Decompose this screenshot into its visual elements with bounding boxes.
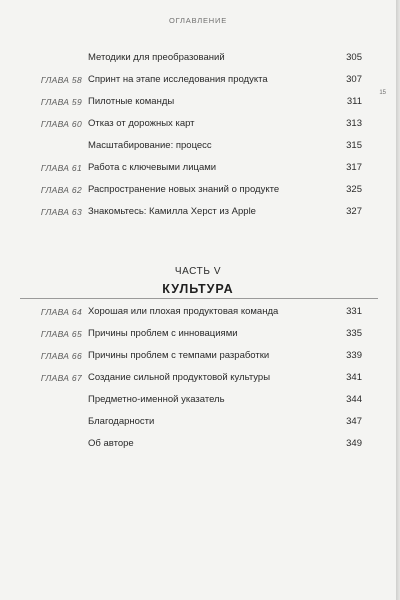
entry-page-number: 313 <box>346 118 362 129</box>
toc-entry <box>0 305 396 319</box>
entry-page-number: 344 <box>346 394 362 405</box>
chapter-label: ГЛАВА 64 <box>40 307 82 317</box>
chapter-label: ГЛАВА 62 <box>40 185 82 195</box>
entry-page-number: 347 <box>346 416 362 427</box>
entry-page-number: 305 <box>346 52 362 63</box>
entry-page-number: 307 <box>346 74 362 85</box>
toc-entry <box>0 205 396 219</box>
part-label: ЧАСТЬ V <box>174 266 222 277</box>
chapter-label: ГЛАВА 61 <box>40 163 82 173</box>
toc-entry <box>0 73 396 87</box>
page-number: 15 <box>379 90 386 96</box>
toc-entry <box>0 393 396 407</box>
toc-entry <box>0 161 396 175</box>
toc-entry <box>0 327 396 341</box>
toc-entry <box>0 371 396 385</box>
entry-title: Методики для преобразований <box>88 52 225 63</box>
entry-title: Причины проблем с темпами разработки <box>88 350 270 361</box>
chapter-label: ГЛАВА 58 <box>40 75 82 85</box>
entry-title: Отказ от дорожных карт <box>88 118 195 129</box>
toc-entry <box>0 117 396 131</box>
entry-page-number: 331 <box>346 306 362 317</box>
entry-page-number: 327 <box>346 206 362 217</box>
chapter-label: ГЛАВА 65 <box>40 329 82 339</box>
toc-entry <box>0 437 396 451</box>
entry-page-number: 339 <box>346 350 362 361</box>
entry-title: Работа с ключевыми лицами <box>88 162 217 173</box>
running-header: ОГЛАВЛЕНИЕ <box>168 16 228 25</box>
entry-title: Об авторе <box>88 438 134 449</box>
chapter-label: ГЛАВА 63 <box>40 207 82 217</box>
chapter-label: ГЛАВА 59 <box>40 97 82 107</box>
entry-page-number: 311 <box>346 96 362 107</box>
entry-title: Распространение новых знаний о продукте <box>88 184 280 195</box>
entry-page-number: 317 <box>346 162 362 173</box>
toc-entry <box>0 95 396 109</box>
page-edge <box>396 0 400 600</box>
part-title: КУЛЬТУРА <box>162 282 234 296</box>
entry-title: Создание сильной продуктовой культуры <box>88 372 271 383</box>
toc-entry <box>0 415 396 429</box>
chapter-label: ГЛАВА 66 <box>40 351 82 361</box>
entry-title: Предметно-именной указатель <box>88 394 225 405</box>
chapter-label: ГЛАВА 67 <box>40 373 82 383</box>
entry-page-number: 325 <box>346 184 362 195</box>
chapter-label: ГЛАВА 60 <box>40 119 82 129</box>
entry-title: Благодарности <box>88 416 155 427</box>
entry-page-number: 335 <box>346 328 362 339</box>
part-divider <box>20 298 378 299</box>
entry-page-number: 349 <box>346 438 362 449</box>
toc-entry <box>0 139 396 153</box>
entry-title: Знакомьтесь: Камилла Херст из Apple <box>88 206 256 217</box>
entry-title: Спринт на этапе исследования продукта <box>88 74 268 85</box>
entry-page-number: 315 <box>346 140 362 151</box>
toc-entry <box>0 349 396 363</box>
entry-title: Масштабирование: процесс <box>88 140 212 151</box>
toc-entry <box>0 183 396 197</box>
entry-page-number: 341 <box>346 372 362 383</box>
toc-entry <box>0 51 396 65</box>
entry-title: Хорошая или плохая продуктовая команда <box>88 306 279 317</box>
entry-title: Пилотные команды <box>88 96 175 107</box>
entry-title: Причины проблем с инновациями <box>88 328 238 339</box>
